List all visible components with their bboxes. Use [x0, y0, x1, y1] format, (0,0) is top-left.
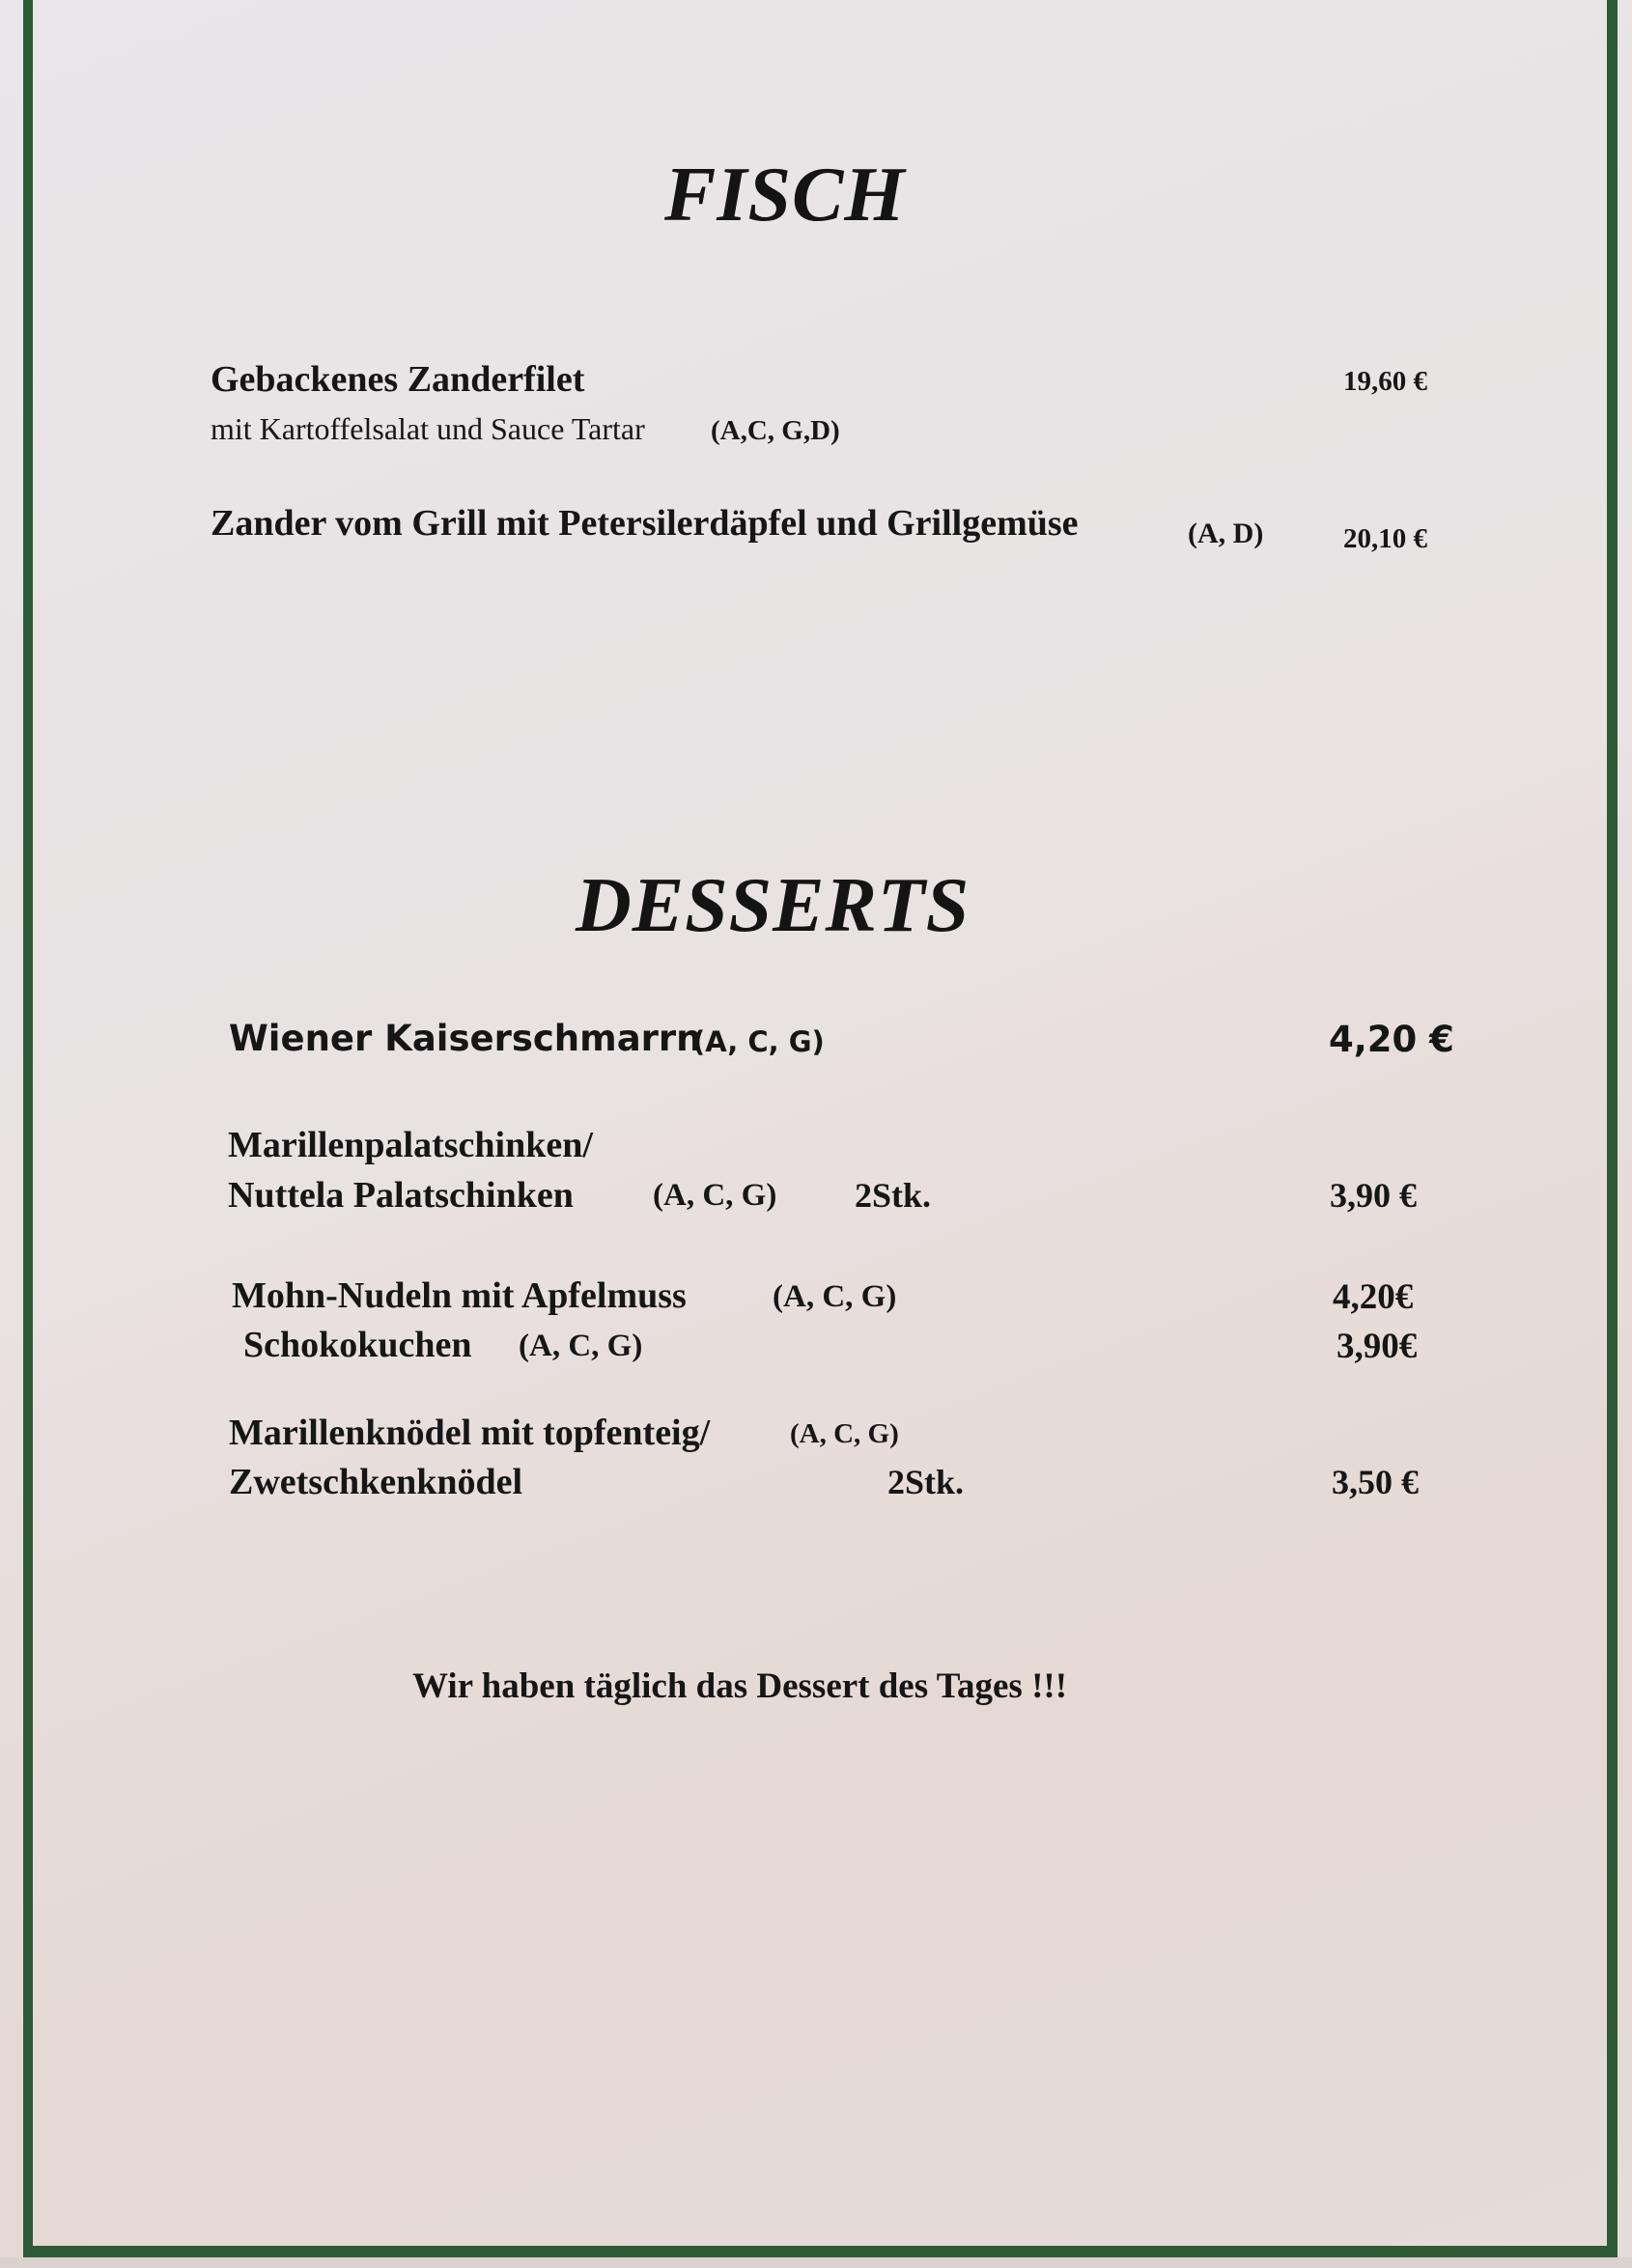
dessert-item-1-allergens: (A, C, G)	[692, 1025, 825, 1058]
fisch-item-1-allergens: (A,C, G,D)	[711, 415, 840, 446]
dessert-item-3-price: 4,20€	[1333, 1277, 1414, 1317]
dessert-item-2-quantity: 2Stk.	[855, 1176, 932, 1215]
dessert-item-3-allergens: (A, C, G)	[773, 1279, 897, 1314]
dessert-item-2-name-line2: Nuttela Palatschinken	[228, 1175, 574, 1216]
dessert-item-1-price: 4,20 €	[1329, 1019, 1454, 1060]
dessert-item-4-name: Schokokuchen	[243, 1325, 472, 1365]
dessert-item-5-name-line2: Zwetschkenknödel	[229, 1462, 523, 1502]
paper-edge	[0, 2257, 1632, 2268]
fisch-item-2-allergens: (A, D)	[1188, 518, 1264, 549]
dessert-item-2-allergens: (A, C, G)	[653, 1178, 777, 1213]
dessert-item-2-price: 3,90 €	[1330, 1176, 1417, 1215]
section-title-fisch: FISCH	[664, 153, 906, 238]
dessert-item-5-quantity: 2Stk.	[887, 1463, 965, 1501]
dessert-item-3-name: Mohn-Nudeln mit Apfelmuss	[232, 1275, 687, 1316]
dessert-of-the-day-note: Wir haben täglich das Dessert des Tages !!!	[412, 1666, 1068, 1706]
fisch-item-1-price: 19,60 €	[1343, 366, 1427, 397]
dessert-item-4-allergens: (A, C, G)	[519, 1329, 643, 1363]
fisch-item-2-name: Zander vom Grill mit Petersilerdäpfel und Grillgemüse	[211, 503, 1079, 544]
dessert-item-2-name-line1: Marillenpalatschinken/	[228, 1125, 593, 1165]
dessert-item-1-name: Wiener Kaiserschmarrn	[229, 1018, 702, 1059]
dessert-item-4-price: 3,90€	[1337, 1327, 1418, 1366]
page-border-left	[23, 0, 33, 2257]
dessert-item-5-name-line1: Marillenknödel mit topfenteig/	[229, 1413, 711, 1453]
page-border-bottom	[23, 2246, 1618, 2257]
dessert-item-5-price: 3,50 €	[1332, 1463, 1419, 1501]
fisch-item-2-price: 20,10 €	[1343, 523, 1427, 554]
fisch-item-1-description: mit Kartoffelsalat und Sauce Tartar	[211, 411, 645, 446]
page-border-right	[1607, 0, 1618, 2257]
fisch-item-1-name: Gebackenes Zanderfilet	[211, 359, 585, 400]
section-title-desserts: DESSERTS	[576, 863, 971, 948]
dessert-item-5-allergens: (A, C, G)	[790, 1418, 899, 1449]
